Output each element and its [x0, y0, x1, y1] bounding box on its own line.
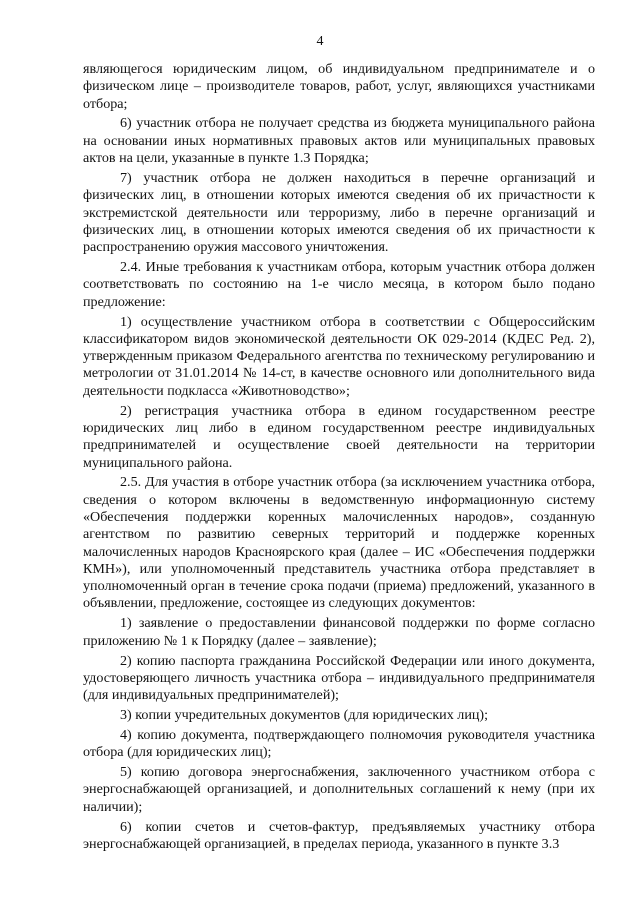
- paragraph-item-6: 6) участник отбора не получает средства из бюджета муниципального района на основании иных нормативных правовых актов или муниципальных правовых актов на цели, указанные в пункте 1.3 Порядка;: [83, 115, 595, 167]
- paragraph-section-2-5: 2.5. Для участия в отборе участник отбора (за исключением участника отбора, сведения о котором включены в ведомственную информационную систему «Обеспечения поддержки коренных малочисленных народов», созданную агентством по развитию северных территорий и поддержке коренных малочисленных народов Красноярского края (далее – ИС «Обеспечения поддержки КМН»), или уполномоченный представитель участника отбора представляет в уполномоченный орган в течение срока подачи (приема) предложений, указанного в объявлении, предложение, состоящее из следующих документов:: [83, 474, 595, 612]
- paragraph-2-5-item-5: 5) копию договора энергоснабжения, заключенного участником отбора с энергоснабжающей организацией, и дополнительных соглашений к нему (при их наличии);: [83, 764, 595, 815]
- page-number: 4: [316, 34, 324, 49]
- document-body: [83, 61, 595, 856]
- paragraph-section-2-4: 2.4. Иные требования к участникам отбора, которым участник отбора должен соответствовать по состоянию на 1-е число месяца, в котором было подано предложение:: [83, 259, 595, 310]
- paragraph-item-7: 7) участник отбора не должен находиться в перечне организаций и физических лиц, в отношении которых имеются сведения об их причастности к экстремистской деятельности или терроризму, либо в перечне организаций и физических лиц, в отношении которых имеются сведения об их причастности к распространению оружия массового уничтожения.: [83, 169, 595, 256]
- paragraph-2-4-item-1: 1) осуществление участником отбора в соответствии с Общероссийским классификатором видов экономической деятельности ОК 029-2014 (КДЕС Ред. 2), утвержденным приказом Федерального агентства по техническому регулированию и метрологии от 31.01.2014 № 14-ст, в качестве основного или дополнительного вида деятельности подкласса «Животноводство»;: [83, 313, 595, 399]
- paragraph-2-5-item-2: 2) копию паспорта гражданина Российской Федерации или иного документа, удостоверяющего личность участника отбора – индивидуального предпринимателя (для индивидуальных предпринимателей);: [83, 652, 595, 704]
- paragraph-2-5-item-6: 6) копии счетов и счетов-фактур, предъявляемых участнику отбора энергоснабжающей организацией, в пределах периода, указанного в пункте 3.3: [83, 818, 595, 852]
- paragraph-continuation: являющегося юридическим лицом, об индивидуальном предпринимателе и о физическом лице – производителе товаров, работ, услуг, являющихся участниками отбора;: [83, 61, 595, 112]
- paragraph-2-5-item-1: 1) заявление о предоставлении финансовой поддержки по форме согласно приложению № 1 к Порядку (далее – заявление);: [83, 615, 595, 649]
- paragraph-2-5-item-3: 3) копии учредительных документов (для юридических лиц);: [120, 707, 489, 724]
- paragraph-2-5-item-4: 4) копию документа, подтверждающего полномочия руководителя участника отбора (для юридических лиц);: [83, 726, 595, 761]
- paragraph-2-4-item-2: 2) регистрация участника отбора в едином государственном реестре юридических лиц либо в едином государственном реестре индивидуальных предпринимателей и осуществление своей деятельности на территории муниципального района.: [83, 402, 595, 471]
